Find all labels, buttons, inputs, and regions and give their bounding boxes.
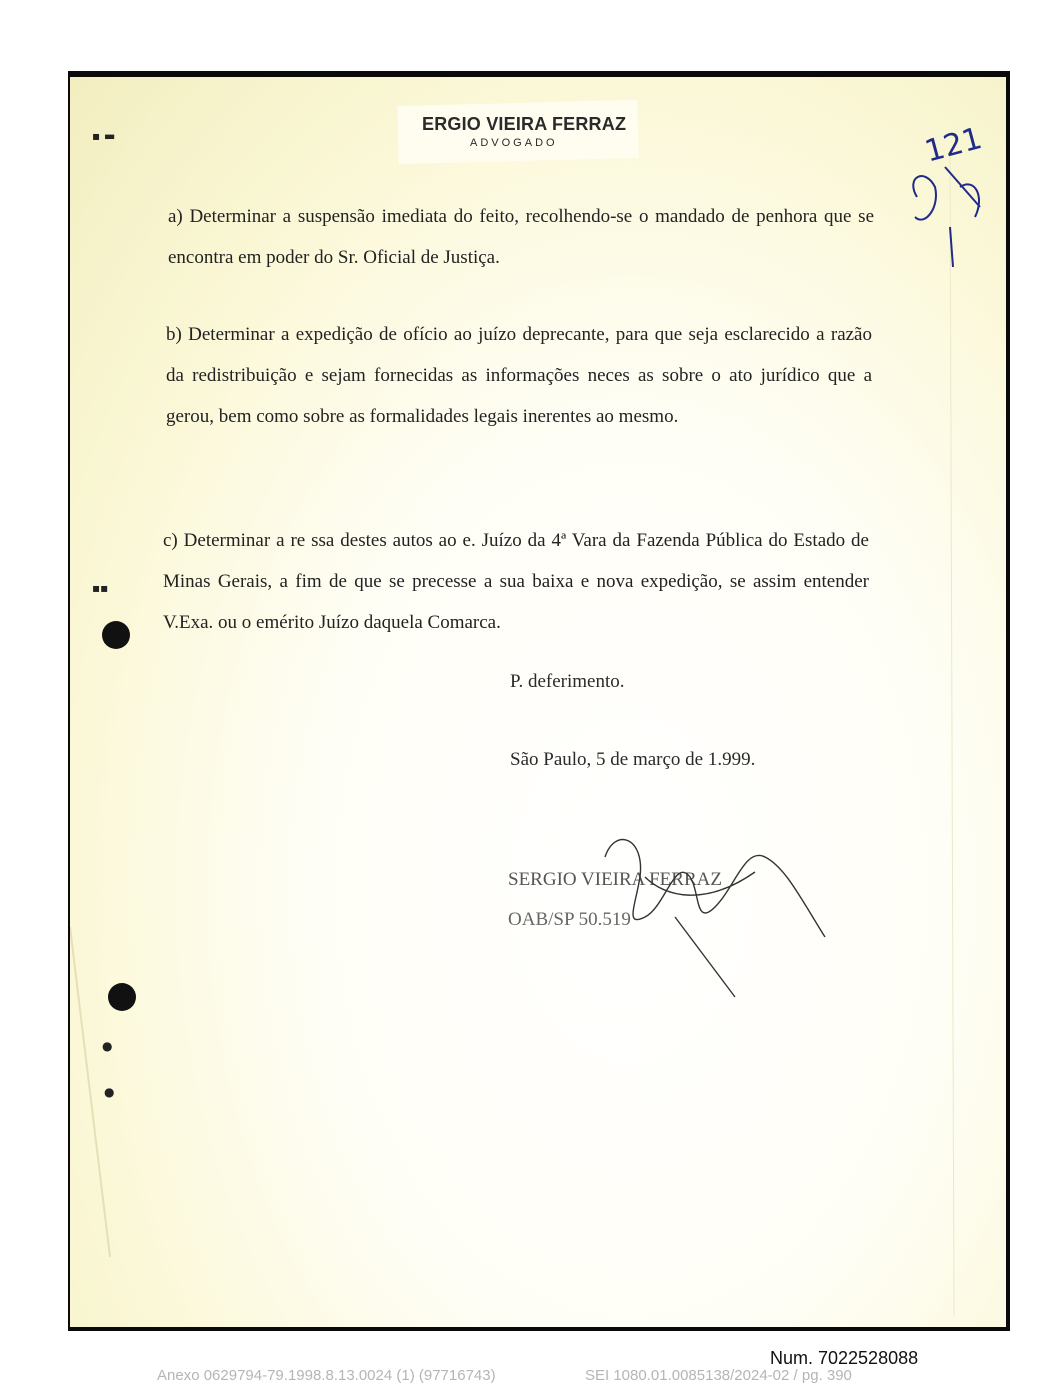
scan-speck: ▪▪ (92, 581, 109, 595)
punch-hole-top (102, 621, 130, 649)
letterhead-name: ERGIO VIEIRA FERRAZ (422, 114, 627, 134)
date-line: São Paulo, 5 de março de 1.999. (510, 749, 756, 770)
signer-name: SERGIO VIEIRA FERRAZ (508, 869, 722, 890)
sei-reference: SEI 1080.01.0085138/2024-02 / pg. 390 (585, 1367, 852, 1384)
document-page (70, 77, 1006, 1327)
handwritten-signature (585, 817, 845, 1017)
document-number: Num. 7022528088 (770, 1348, 919, 1368)
paragraph-c: c) Determinar a re ssa destes autos ao e. Juízo da 4ª Vara da Fazenda Pública do Estado de Minas Gerais, a fim de que se precesse a sua baixa e nova expedição, se assim entender V.Exa. ou o emérito Juízo daquela Comarca. (163, 530, 869, 633)
annex-reference: Anexo 0629794-79.1998.8.13.0024 (1) (97716743) (157, 1367, 496, 1384)
paragraph-a: a) Determinar a suspensão imediata do feito, recolhendo-se o mandado de penhora que se encontra em poder do Sr. Oficial de Justiça. (168, 206, 874, 268)
handwritten-page-number (905, 117, 995, 267)
signer-oab-number: OAB/SP 50.519 (508, 909, 631, 930)
closing-line: P. deferimento. (510, 671, 625, 692)
punch-hole-bottom (108, 983, 136, 1011)
letterhead-subtitle: ADVOGADO (470, 137, 558, 149)
scan-speck: ● (102, 1039, 113, 1053)
scan-speck: ● (104, 1085, 115, 1099)
scan-speck: ▪ ▬ (92, 129, 116, 143)
page-number-text: 121 (921, 120, 986, 170)
paragraph-b: b) Determinar a expedição de ofício ao juízo deprecante, para que seja esclarecido a razão da redistribuição e sejam fornecidas as informações neces as sobre o ato jurídico que a gerou, bem como sobre as formalidades legais inerentes ao mesmo. (166, 324, 872, 427)
